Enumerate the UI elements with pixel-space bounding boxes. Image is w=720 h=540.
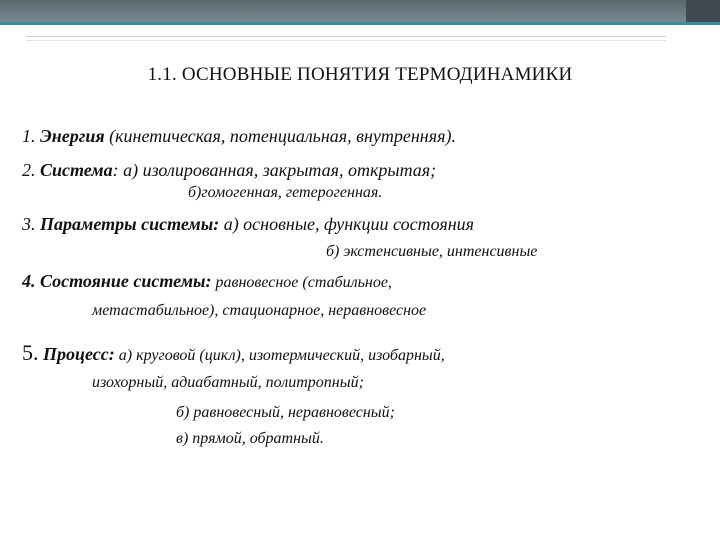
item-system — [22, 160, 436, 181]
item-parameters — [22, 214, 474, 235]
divider-line-secondary — [26, 40, 666, 41]
item-number: 5. — [22, 340, 39, 365]
item-term: Система — [40, 160, 113, 180]
item-text: (кинетическая, потенциальная, внутренняя). — [109, 126, 456, 146]
slide-top-bar — [0, 0, 720, 22]
item-state — [22, 271, 392, 292]
divider-line — [26, 36, 666, 37]
slide-corner-block — [686, 0, 720, 22]
item-energy — [22, 126, 456, 147]
item-state-line2: метастабильное), стационарное, неравновесное — [92, 302, 427, 319]
item-system-line2: б)гомогенная, гетерогенная. — [188, 184, 383, 201]
item-term: Энергия — [40, 126, 105, 146]
item-text: : а) изолированная, закрытая, открытая; — [112, 160, 437, 180]
item-process-line4: в) прямой, обратный. — [176, 430, 324, 447]
item-number: 2. — [22, 160, 36, 180]
item-term: Состояние системы: — [40, 271, 212, 291]
item-text: равновесное (стабильное, — [211, 274, 392, 291]
item-number: 4. — [22, 271, 36, 291]
item-text: а) круговой (цикл), изотермический, изобарный, — [114, 347, 445, 364]
item-term: Процесс: — [43, 344, 115, 364]
item-term: Параметры системы: — [40, 214, 220, 234]
item-number: 3. — [22, 214, 36, 234]
item-process-line3: б) равновесный, неравновесный; — [176, 404, 395, 421]
slide-title: 1.1. ОСНОВНЫЕ ПОНЯТИЯ ТЕРМОДИНАМИКИ — [147, 64, 573, 85]
accent-line — [0, 22, 720, 25]
item-process-line2: изохорный, адиабатный, политропный; — [92, 374, 364, 391]
item-process — [22, 340, 445, 366]
item-text: а) основные, функции состояния — [219, 214, 474, 234]
item-number: 1. — [22, 126, 36, 146]
item-parameters-line2: б) экстенсивные, интенсивные — [326, 243, 538, 260]
